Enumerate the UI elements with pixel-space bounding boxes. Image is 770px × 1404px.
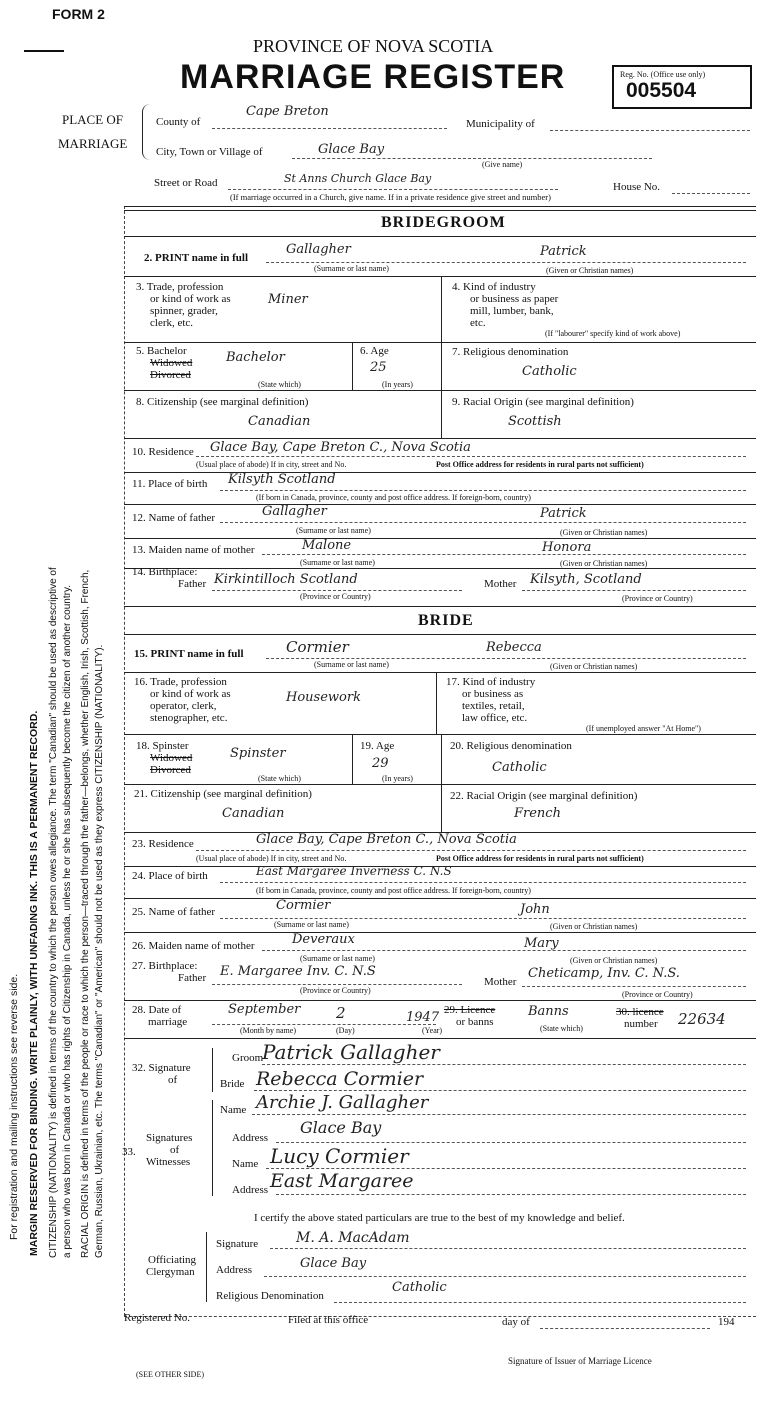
footer-year: 194 bbox=[718, 1316, 735, 1328]
county-value: Cape Breton bbox=[246, 104, 329, 119]
bride-given: Rebecca bbox=[486, 640, 542, 655]
give-name-sub: (Give name) bbox=[482, 160, 523, 169]
bride-citizenship: Canadian bbox=[222, 806, 285, 821]
groom-father-birthplace: Kirkintilloch Scotland bbox=[214, 572, 358, 587]
groom-birthplace: Kilsyth Scotland bbox=[228, 472, 336, 487]
groom-religion: Catholic bbox=[522, 364, 577, 379]
marriage-month: September bbox=[228, 1002, 301, 1017]
page-title: MARRIAGE REGISTER bbox=[180, 58, 566, 96]
groom-status: Bachelor bbox=[226, 350, 285, 365]
groom-father-surname: Gallagher bbox=[262, 504, 327, 519]
groom-surname: Gallagher bbox=[286, 242, 351, 257]
bride-residence: Glace Bay, Cape Breton C., Nova Scotia bbox=[256, 832, 517, 847]
groom-mother-surname: Malone bbox=[302, 538, 352, 553]
groom-age: 25 bbox=[370, 360, 387, 375]
bride-status: Spinster bbox=[230, 746, 286, 761]
province-heading: PROVINCE OF NOVA SCOTIA bbox=[253, 36, 494, 56]
top-rule bbox=[24, 50, 64, 52]
licence-number: 22634 bbox=[678, 1010, 726, 1028]
field-2-label: 2. PRINT name in full bbox=[144, 252, 249, 264]
bride-mother-given: Mary bbox=[524, 936, 559, 951]
groom-signature: Patrick Gallagher bbox=[262, 1040, 440, 1064]
groom-citizenship: Canadian bbox=[248, 414, 311, 429]
street-note: (If marriage occurred in a Church, give name. If in a private residence give street and number) bbox=[230, 192, 551, 202]
sidebar-citizenship-1: CITIZENSHIP (NATIONALITY) is defined in terms of the country to which the person owes allegiance. The term "Canadian" should be used as descriptive of bbox=[48, 567, 59, 1258]
issuer-signature-label: Signature of Issuer of Marriage Licence bbox=[508, 1356, 652, 1366]
bride-birthplace: East Margaree Inverness C. N.S bbox=[256, 864, 452, 878]
bride-religion: Catholic bbox=[492, 760, 547, 775]
witness-2-name: Lucy Cormier bbox=[270, 1144, 409, 1168]
bride-mother-birthplace: Cheticamp, Inv. C. N.S. bbox=[528, 966, 680, 981]
clergyman-denomination: Catholic bbox=[392, 1280, 447, 1295]
bride-age: 29 bbox=[372, 756, 389, 771]
field-29-label: 29. Licence bbox=[444, 1004, 496, 1016]
marriage-day: 2 bbox=[336, 1004, 346, 1022]
witness-2-address: East Margaree bbox=[270, 1170, 414, 1192]
groom-trade: Miner bbox=[268, 292, 308, 307]
field-15-label: 15. PRINT name in full bbox=[134, 648, 244, 660]
groom-residence: Glace Bay, Cape Breton C., Nova Scotia bbox=[210, 440, 471, 455]
groom-mother-given: Honora bbox=[542, 540, 592, 555]
marriage-year: 1947 bbox=[406, 1010, 440, 1025]
certification-text: I certify the above stated particulars are true to the best of my knowledge and belief. bbox=[254, 1212, 625, 1224]
sidebar-instructions: For registration and mailing instructions see reverse side. bbox=[8, 973, 20, 1240]
house-label: House No. bbox=[613, 181, 661, 193]
reg-number-box bbox=[612, 65, 752, 109]
day-of: day of bbox=[502, 1316, 530, 1328]
bride-father-birthplace: E. Margaree Inv. C. N.S bbox=[220, 964, 376, 979]
county-label: County of bbox=[156, 116, 201, 128]
clergyman-signature: M. A. MacAdam bbox=[296, 1230, 410, 1246]
sidebar-margin-note: MARGIN RESERVED FOR BINDING. WRITE PLAINLY, WITH UNFADING INK. THIS IS A PERMANENT RECORD. bbox=[28, 710, 40, 1256]
sidebar-racial-1: RACIAL ORIGIN is defined in terms of the people or race to which the person—traced through the father—belongs, whether English, Irish, Scottish, French, bbox=[80, 569, 91, 1258]
city-value: Glace Bay bbox=[318, 142, 385, 157]
street-label: Street or Road bbox=[154, 177, 218, 189]
form-number: FORM 2 bbox=[52, 6, 105, 22]
registered-no: Registered No. bbox=[124, 1312, 190, 1324]
bride-signature: Rebecca Cormier bbox=[256, 1068, 424, 1090]
licence-or-banns: Banns bbox=[528, 1004, 569, 1019]
groom-father-given: Patrick bbox=[540, 506, 587, 521]
bride-trade: Housework bbox=[286, 690, 361, 705]
bride-surname: Cormier bbox=[286, 638, 349, 656]
reg-label: Reg. No. (Office use only) bbox=[620, 70, 706, 79]
filed-at-office: Filed at this office bbox=[288, 1314, 369, 1326]
sidebar-citizenship-2: a person who was born in Canada or who has rights of Citizenship in Canada, unless he or she has subsequently become the citizen of another country. bbox=[62, 585, 73, 1258]
bride-racial-origin: French bbox=[514, 806, 561, 821]
bride-heading: BRIDE bbox=[418, 612, 474, 629]
bridegroom-heading: BRIDEGROOM bbox=[381, 214, 506, 231]
place-brace bbox=[142, 104, 151, 160]
reg-number: 005504 bbox=[626, 79, 697, 102]
city-label: City, Town or Village of bbox=[156, 146, 263, 158]
clergyman-address: Glace Bay bbox=[300, 1256, 367, 1271]
groom-racial-origin: Scottish bbox=[508, 414, 562, 429]
bride-father-given: John bbox=[520, 902, 550, 917]
municipality-label: Municipality of bbox=[466, 118, 535, 130]
marriage-label: MARRIAGE bbox=[58, 136, 128, 151]
place-of-label: PLACE OF bbox=[62, 112, 124, 127]
bride-mother-surname: Deveraux bbox=[292, 932, 355, 947]
witness-1-address: Glace Bay bbox=[300, 1118, 382, 1137]
groom-given: Patrick bbox=[540, 244, 587, 259]
see-other-side: (SEE OTHER SIDE) bbox=[136, 1370, 204, 1379]
bride-father-surname: Cormier bbox=[276, 898, 331, 913]
witness-1-name: Archie J. Gallagher bbox=[256, 1092, 429, 1113]
sidebar-racial-2: German, Russian, Ukrainian, etc. The terms "Canadian" or "American" should not be used as they express CITIZENSHIP (NATIONALITY). bbox=[94, 644, 105, 1258]
groom-mother-birthplace: Kilsyth, Scotland bbox=[530, 572, 642, 587]
street-value: St Anns Church Glace Bay bbox=[284, 172, 432, 185]
field-30-label: 30. licence bbox=[616, 1006, 664, 1018]
